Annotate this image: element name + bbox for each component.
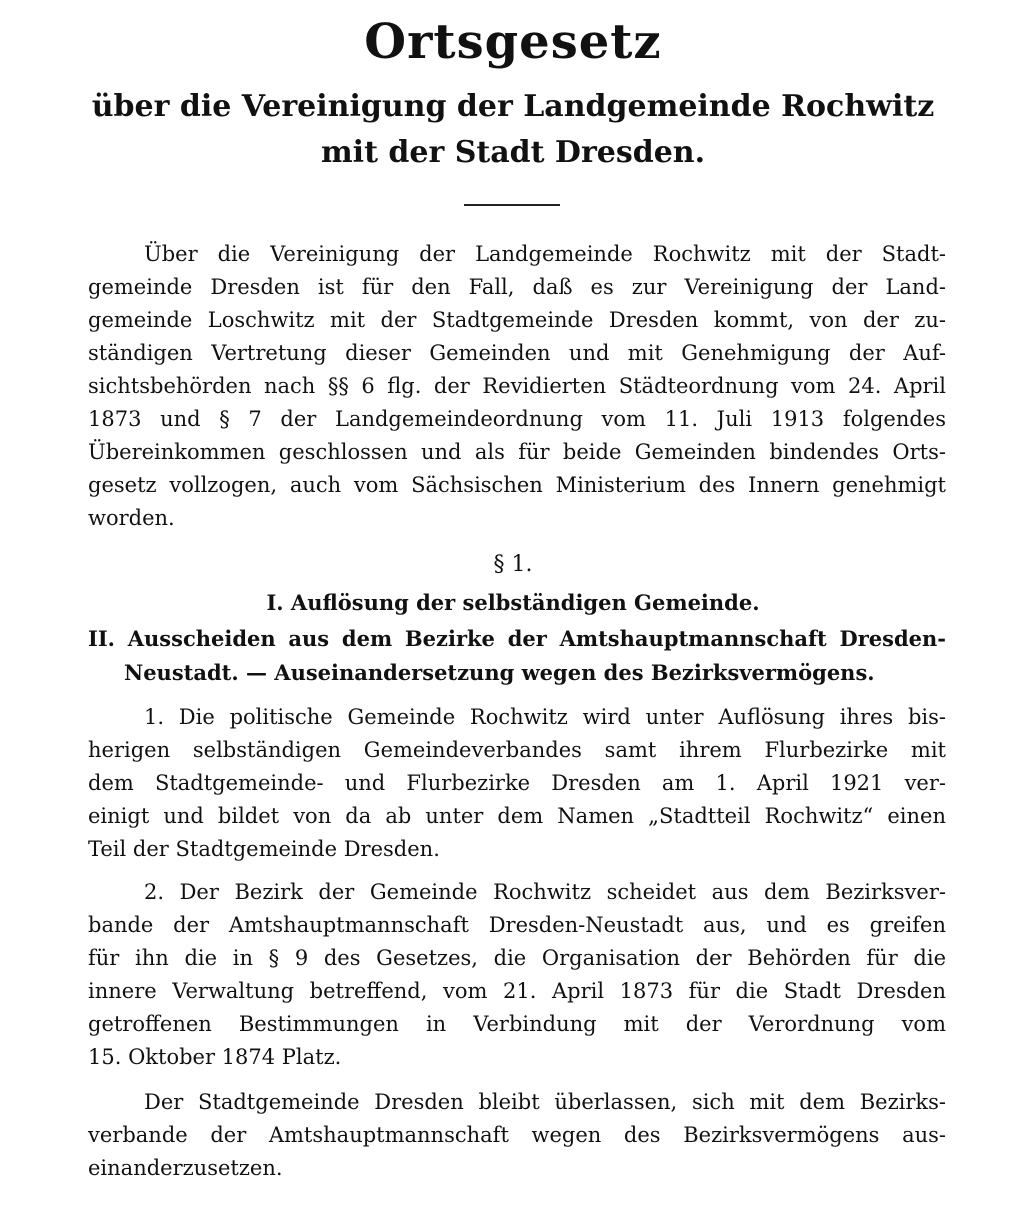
- paragraph-1: [88, 701, 946, 866]
- intro-line: Übereinkommen geschlossen und als für beide Gemeinden bindendes Orts-: [88, 440, 946, 464]
- paragraph-3-line: Der Stadtgemeinde Dresden bleibt überlassen, sich mit dem Bezirks-: [144, 1090, 946, 1114]
- paragraph-2: [88, 876, 946, 1074]
- document-subtitle-line-2: mit der Stadt Dresden.: [320, 135, 706, 170]
- section-heading-2-line: II. Ausscheiden aus dem Bezirke der Amtshauptmannschaft Dresden-: [88, 626, 946, 651]
- section-heading-2: [88, 622, 946, 690]
- paragraph-1-line: herigen selbständigen Gemeindeverbandes samt ihrem Flurbezirke mit: [88, 738, 946, 762]
- paragraph-2-line: 15. Oktober 1874 Platz.: [88, 1045, 342, 1069]
- title-divider: [464, 204, 560, 206]
- section-heading-1: I. Auflösung der selbständigen Gemeinde.: [266, 590, 760, 615]
- intro-line: gesetz vollzogen, auch vom Sächsischen Ministerium des Innern genehmigt: [88, 473, 946, 497]
- paragraph-1-line: Teil der Stadtgemeinde Dresden.: [88, 837, 440, 861]
- section-heading-2-line: Neustadt. — Auseinandersetzung wegen des Bezirksvermögens.: [124, 660, 875, 685]
- paragraph-2-line: 2. Der Bezirk der Gemeinde Rochwitz scheidet aus dem Bezirksver-: [144, 880, 946, 904]
- intro-line: 1873 und § 7 der Landgemeindeordnung vom 11. Juli 1913 folgendes: [88, 407, 946, 431]
- intro-line: Über die Vereinigung der Landgemeinde Rochwitz mit der Stadt-: [144, 242, 946, 266]
- document-subtitle-line-1: über die Vereinigung der Landgemeinde Rochwitz: [91, 89, 935, 124]
- paragraph-1-line: 1. Die politische Gemeinde Rochwitz wird unter Auflösung ihres bis-: [144, 705, 946, 729]
- paragraph-1-line: dem Stadtgemeinde- und Flurbezirke Dresden am 1. April 1921 ver-: [88, 771, 946, 795]
- section-sign: § 1.: [493, 552, 533, 577]
- paragraph-1-line: einigt und bildet von da ab unter dem Namen „Stadtteil Rochwitz“ einen: [88, 804, 946, 828]
- paragraph-3: [88, 1086, 946, 1185]
- intro-paragraph: [88, 238, 946, 535]
- intro-line: gemeinde Loschwitz mit der Stadtgemeinde Dresden kommt, von der zu-: [88, 308, 946, 332]
- paragraph-3-line: einanderzusetzen.: [88, 1156, 283, 1180]
- paragraph-3-line: verbande der Amtshauptmannschaft wegen des Bezirksvermögens aus-: [88, 1123, 946, 1147]
- intro-line: gemeinde Dresden ist für den Fall, daß es zur Vereinigung der Land-: [88, 275, 946, 299]
- intro-line: sichtsbehörden nach §§ 6 flg. der Revidierten Städteordnung vom 24. April: [88, 374, 946, 398]
- paragraph-2-line: bande der Amtshauptmannschaft Dresden-Neustadt aus, und es greifen: [88, 913, 946, 937]
- paragraph-2-line: für ihn die in § 9 des Gesetzes, die Organisation der Behörden für die: [88, 946, 946, 970]
- paragraph-2-line: innere Verwaltung betreffend, vom 21. April 1873 für die Stadt Dresden: [88, 979, 946, 1003]
- intro-line: ständigen Vertretung dieser Gemeinden und mit Genehmigung der Auf-: [88, 341, 946, 365]
- document-title: Ortsgesetz: [364, 14, 662, 70]
- paragraph-2-line: getroffenen Bestimmungen in Verbindung mit der Verordnung vom: [88, 1012, 946, 1036]
- intro-line: worden.: [88, 506, 175, 530]
